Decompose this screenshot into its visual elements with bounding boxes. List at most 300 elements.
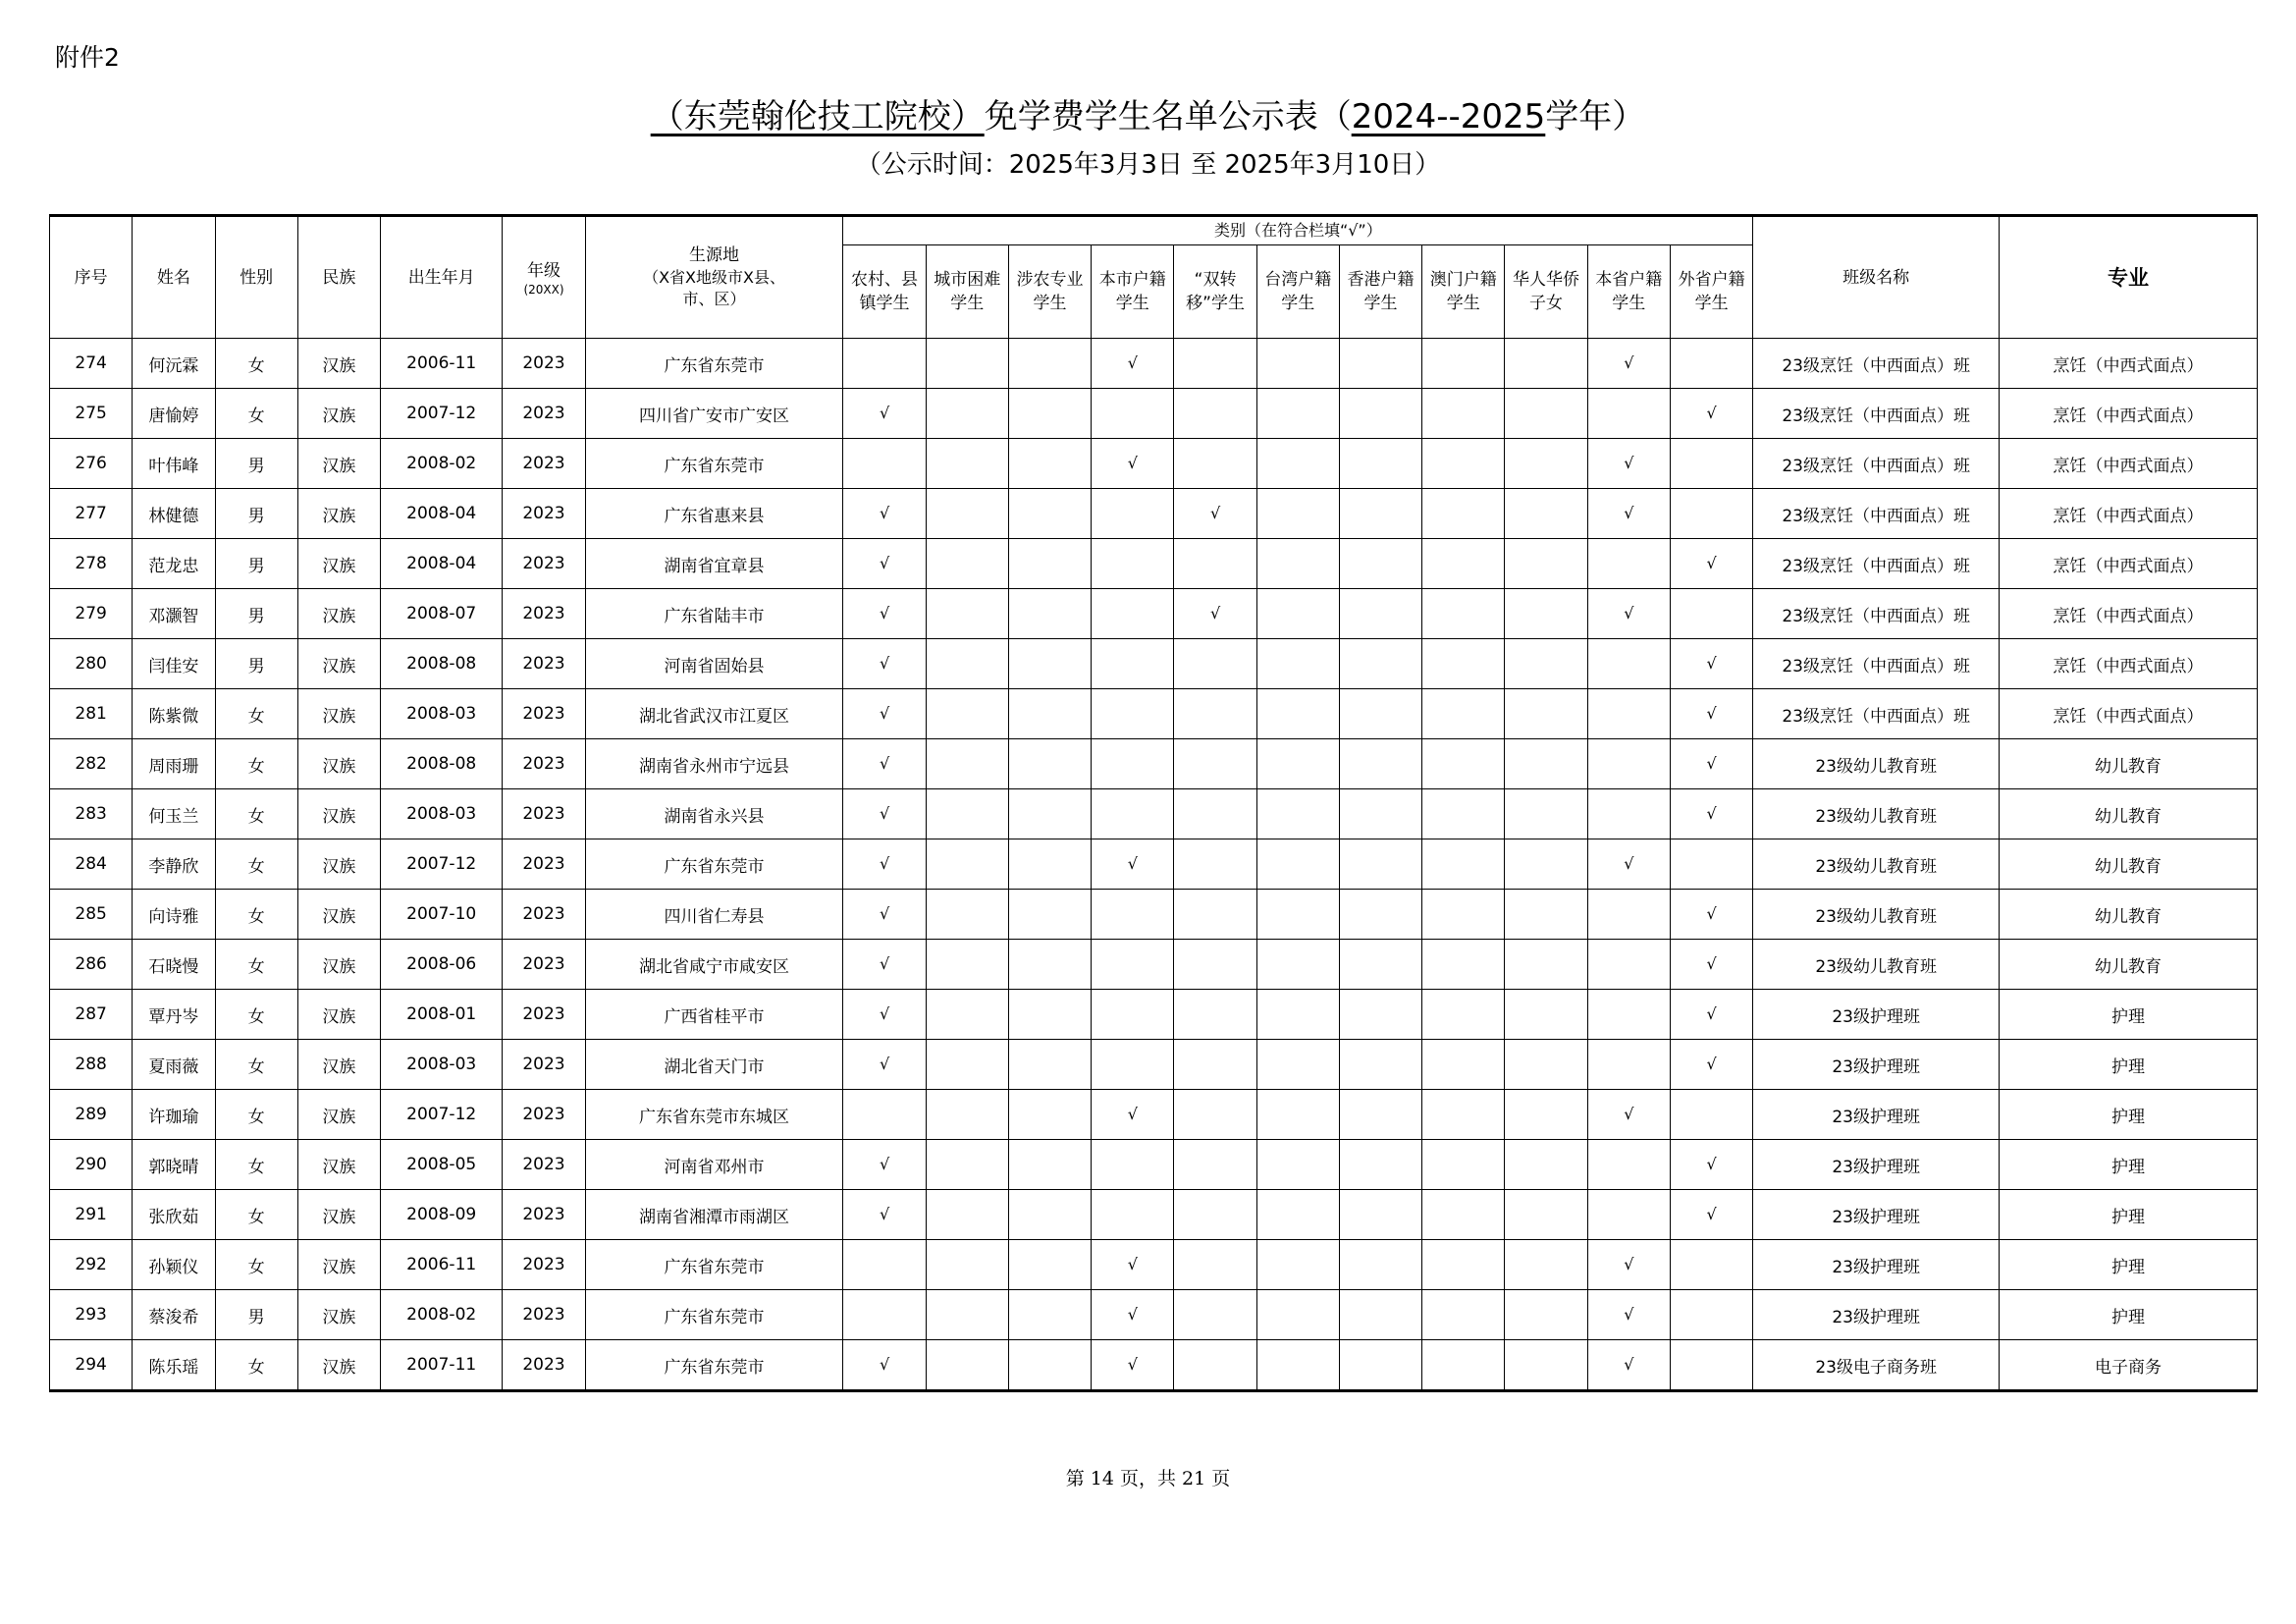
header-gender: 性别: [215, 216, 297, 339]
cell-category-8: [1505, 489, 1587, 539]
cell-category-7: [1422, 1340, 1505, 1391]
cell-category-6: [1339, 1190, 1421, 1240]
header-category-0: 农村、县镇学生: [843, 245, 926, 339]
cell-category-5: [1256, 439, 1339, 489]
cell-category-3: [1092, 1090, 1174, 1140]
table-row: [50, 1140, 2258, 1190]
cell-gender: 男: [215, 639, 297, 689]
cell-ethnicity: 汉族: [297, 389, 380, 439]
cell-birth: 2007-12: [381, 839, 503, 890]
header-category-10: 外省户籍学生: [1670, 245, 1752, 339]
cell-category-2: [1008, 389, 1091, 439]
cell-gender: 女: [215, 789, 297, 839]
cell-category-4: [1174, 389, 1256, 439]
cell-seq: 283: [50, 789, 133, 839]
table-row: [50, 439, 2258, 489]
cell-class-name: 23级烹饪（中西面点）班: [1753, 339, 2000, 389]
cell-ethnicity: 汉族: [297, 1090, 380, 1140]
cell-name: 闫佳安: [133, 639, 215, 689]
table-header: [50, 216, 2258, 339]
cell-category-8: [1505, 1190, 1587, 1240]
cell-name: 何沅霖: [133, 339, 215, 389]
check-mark: √: [1706, 554, 1717, 572]
cell-category-1: [926, 1040, 1008, 1090]
cell-category-3: [1092, 539, 1174, 589]
cell-class-name: 23级电子商务班: [1753, 1340, 2000, 1391]
cell-category-5: [1256, 789, 1339, 839]
cell-category-8: [1505, 839, 1587, 890]
cell-category-4: [1174, 489, 1256, 539]
cell-category-3: [1092, 1040, 1174, 1090]
cell-gender: 男: [215, 489, 297, 539]
table-row: [50, 639, 2258, 689]
header-seq: 序号: [50, 216, 133, 339]
cell-specialty: 烹饪（中西式面点）: [2000, 639, 2258, 689]
attachment-label: 附件2: [55, 43, 120, 72]
cell-specialty: 护理: [2000, 1190, 2258, 1240]
cell-category-4: [1174, 940, 1256, 990]
cell-ethnicity: 汉族: [297, 639, 380, 689]
cell-category-2: [1008, 789, 1091, 839]
cell-birth: 2006-11: [381, 339, 503, 389]
cell-ethnicity: 汉族: [297, 689, 380, 739]
cell-class-name: 23级烹饪（中西面点）班: [1753, 589, 2000, 639]
cell-specialty: 幼儿教育: [2000, 839, 2258, 890]
cell-birth: 2008-04: [381, 489, 503, 539]
cell-seq: 285: [50, 890, 133, 940]
cell-grade: 2023: [503, 890, 585, 940]
cell-category-9: [1587, 1340, 1670, 1391]
cell-seq: 288: [50, 1040, 133, 1090]
cell-seq: 282: [50, 739, 133, 789]
cell-grade: 2023: [503, 1090, 585, 1140]
cell-category-9: [1587, 1040, 1670, 1090]
cell-category-1: [926, 1140, 1008, 1190]
cell-grade: 2023: [503, 639, 585, 689]
cell-seq: 278: [50, 539, 133, 589]
table-row: [50, 940, 2258, 990]
cell-category-8: [1505, 789, 1587, 839]
header-category-4: “双转移”学生: [1174, 245, 1256, 339]
cell-category-5: [1256, 1340, 1339, 1391]
cell-class-name: 23级护理班: [1753, 1290, 2000, 1340]
cell-category-5: [1256, 489, 1339, 539]
cell-seq: 292: [50, 1240, 133, 1290]
check-mark: √: [879, 554, 890, 572]
cell-category-5: [1256, 1040, 1339, 1090]
cell-category-1: [926, 339, 1008, 389]
check-mark: √: [879, 1355, 890, 1374]
header-category-7: 澳门户籍学生: [1422, 245, 1505, 339]
cell-category-1: [926, 940, 1008, 990]
cell-class-name: 23级幼儿教育班: [1753, 890, 2000, 940]
cell-category-4: [1174, 890, 1256, 940]
cell-category-10: [1670, 940, 1752, 990]
cell-specialty: 护理: [2000, 990, 2258, 1040]
cell-name: 许珈瑜: [133, 1090, 215, 1140]
cell-specialty: 护理: [2000, 1040, 2258, 1090]
cell-category-7: [1422, 1190, 1505, 1240]
table-row: [50, 539, 2258, 589]
cell-category-8: [1505, 439, 1587, 489]
cell-gender: 女: [215, 990, 297, 1040]
cell-category-5: [1256, 689, 1339, 739]
cell-category-1: [926, 389, 1008, 439]
cell-category-4: [1174, 539, 1256, 589]
table-row: [50, 839, 2258, 890]
cell-name: 林健德: [133, 489, 215, 539]
header-category-8: 华人华侨子女: [1505, 245, 1587, 339]
cell-gender: 女: [215, 940, 297, 990]
check-mark: √: [1706, 1004, 1717, 1023]
cell-grade: 2023: [503, 1140, 585, 1190]
cell-class-name: 23级烹饪（中西面点）班: [1753, 639, 2000, 689]
cell-seq: 284: [50, 839, 133, 890]
cell-class-name: 23级烹饪（中西面点）班: [1753, 689, 2000, 739]
cell-gender: 女: [215, 839, 297, 890]
cell-category-10: [1670, 890, 1752, 940]
cell-category-2: [1008, 1140, 1091, 1190]
check-mark: √: [1127, 454, 1138, 472]
cell-category-5: [1256, 1240, 1339, 1290]
cell-category-1: [926, 739, 1008, 789]
cell-origin: 广东省东莞市东城区: [585, 1090, 843, 1140]
cell-gender: 女: [215, 1190, 297, 1240]
cell-category-4: [1174, 1190, 1256, 1240]
cell-origin: 四川省广安市广安区: [585, 389, 843, 439]
cell-category-2: [1008, 1240, 1091, 1290]
cell-category-8: [1505, 1340, 1587, 1391]
cell-ethnicity: 汉族: [297, 439, 380, 489]
cell-category-8: [1505, 739, 1587, 789]
cell-gender: 女: [215, 1340, 297, 1391]
cell-category-8: [1505, 890, 1587, 940]
table-row: [50, 890, 2258, 940]
cell-category-5: [1256, 1140, 1339, 1190]
cell-birth: 2007-12: [381, 1090, 503, 1140]
table-row: [50, 1190, 2258, 1240]
cell-name: 向诗雅: [133, 890, 215, 940]
cell-category-1: [926, 689, 1008, 739]
check-mark: √: [1706, 1055, 1717, 1073]
cell-category-9: [1587, 890, 1670, 940]
cell-origin: 湖南省宜章县: [585, 539, 843, 589]
cell-ethnicity: 汉族: [297, 1340, 380, 1391]
cell-category-6: [1339, 539, 1421, 589]
cell-origin: 湖南省永兴县: [585, 789, 843, 839]
cell-category-1: [926, 639, 1008, 689]
cell-category-6: [1339, 589, 1421, 639]
cell-category-1: [926, 1290, 1008, 1340]
cell-category-2: [1008, 689, 1091, 739]
cell-category-3: [1092, 739, 1174, 789]
cell-origin: 广东省东莞市: [585, 1340, 843, 1391]
cell-category-10: [1670, 689, 1752, 739]
cell-gender: 男: [215, 539, 297, 589]
cell-category-6: [1339, 940, 1421, 990]
cell-origin: 广东省东莞市: [585, 1290, 843, 1340]
cell-category-4: [1174, 439, 1256, 489]
cell-category-5: [1256, 990, 1339, 1040]
cell-gender: 女: [215, 1040, 297, 1090]
cell-category-1: [926, 990, 1008, 1040]
cell-category-10: [1670, 739, 1752, 789]
cell-category-7: [1422, 639, 1505, 689]
cell-category-2: [1008, 1340, 1091, 1391]
cell-category-3: [1092, 439, 1174, 489]
cell-ethnicity: 汉族: [297, 1040, 380, 1090]
check-mark: √: [879, 604, 890, 623]
cell-birth: 2008-04: [381, 539, 503, 589]
cell-category-0: [843, 839, 926, 890]
cell-category-2: [1008, 990, 1091, 1040]
check-mark: √: [1624, 1305, 1634, 1324]
cell-category-7: [1422, 1290, 1505, 1340]
cell-category-0: [843, 940, 926, 990]
check-mark: √: [1706, 1205, 1717, 1223]
cell-specialty: 烹饪（中西式面点）: [2000, 689, 2258, 739]
header-category-1: 城市困难学生: [926, 245, 1008, 339]
cell-category-1: [926, 1090, 1008, 1140]
check-mark: √: [879, 854, 890, 873]
cell-category-2: [1008, 589, 1091, 639]
cell-category-6: [1339, 439, 1421, 489]
cell-category-2: [1008, 639, 1091, 689]
cell-grade: 2023: [503, 489, 585, 539]
cell-category-9: [1587, 589, 1670, 639]
cell-origin: 湖北省天门市: [585, 1040, 843, 1090]
cell-category-8: [1505, 639, 1587, 689]
cell-category-9: [1587, 1090, 1670, 1140]
cell-category-10: [1670, 539, 1752, 589]
cell-seq: 287: [50, 990, 133, 1040]
cell-category-3: [1092, 1340, 1174, 1391]
cell-category-6: [1339, 1090, 1421, 1140]
check-mark: √: [879, 1205, 890, 1223]
header-origin: [585, 216, 843, 339]
cell-category-4: [1174, 839, 1256, 890]
cell-category-5: [1256, 890, 1339, 940]
check-mark: √: [1624, 1355, 1634, 1374]
cell-category-0: [843, 589, 926, 639]
cell-class-name: 23级护理班: [1753, 1190, 2000, 1240]
check-mark: √: [1624, 504, 1634, 522]
cell-specialty: 护理: [2000, 1140, 2258, 1190]
check-mark: √: [879, 654, 890, 673]
cell-category-7: [1422, 890, 1505, 940]
cell-category-6: [1339, 1140, 1421, 1190]
cell-category-6: [1339, 389, 1421, 439]
cell-birth: 2008-06: [381, 940, 503, 990]
cell-seq: 291: [50, 1190, 133, 1240]
cell-category-9: [1587, 1190, 1670, 1240]
page-title: [0, 94, 2296, 139]
cell-birth: 2006-11: [381, 1240, 503, 1290]
cell-ethnicity: 汉族: [297, 1290, 380, 1340]
cell-category-7: [1422, 339, 1505, 389]
cell-gender: 女: [215, 1240, 297, 1290]
check-mark: √: [879, 904, 890, 923]
cell-category-3: [1092, 789, 1174, 839]
cell-class-name: 23级幼儿教育班: [1753, 789, 2000, 839]
cell-birth: 2008-01: [381, 990, 503, 1040]
cell-category-7: [1422, 940, 1505, 990]
check-mark: √: [1127, 1105, 1138, 1123]
cell-category-8: [1505, 589, 1587, 639]
cell-category-10: [1670, 589, 1752, 639]
cell-category-8: [1505, 1240, 1587, 1290]
cell-specialty: 烹饪（中西式面点）: [2000, 389, 2258, 439]
cell-name: 唐愉婷: [133, 389, 215, 439]
cell-category-0: [843, 1040, 926, 1090]
cell-category-0: [843, 990, 926, 1040]
cell-class-name: 23级护理班: [1753, 1140, 2000, 1190]
table-row: [50, 1340, 2258, 1391]
header-category-5: 台湾户籍学生: [1256, 245, 1339, 339]
cell-category-7: [1422, 589, 1505, 639]
cell-specialty: 幼儿教育: [2000, 890, 2258, 940]
cell-category-9: [1587, 639, 1670, 689]
cell-origin: 河南省固始县: [585, 639, 843, 689]
cell-category-9: [1587, 389, 1670, 439]
check-mark: √: [1127, 1305, 1138, 1324]
cell-category-4: [1174, 739, 1256, 789]
cell-gender: 女: [215, 739, 297, 789]
cell-name: 陈紫微: [133, 689, 215, 739]
cell-category-0: [843, 1240, 926, 1290]
cell-name: 覃丹岑: [133, 990, 215, 1040]
check-mark: √: [1706, 904, 1717, 923]
cell-specialty: 烹饪（中西式面点）: [2000, 489, 2258, 539]
table-row: [50, 1290, 2258, 1340]
cell-category-8: [1505, 1040, 1587, 1090]
cell-category-4: [1174, 639, 1256, 689]
cell-category-3: [1092, 339, 1174, 389]
cell-category-2: [1008, 1290, 1091, 1340]
cell-category-4: [1174, 589, 1256, 639]
cell-category-9: [1587, 539, 1670, 589]
cell-grade: 2023: [503, 589, 585, 639]
header-grade: [503, 216, 585, 339]
cell-category-2: [1008, 739, 1091, 789]
cell-seq: 277: [50, 489, 133, 539]
cell-ethnicity: 汉族: [297, 489, 380, 539]
header-ethnicity: 民族: [297, 216, 380, 339]
cell-birth: 2008-03: [381, 789, 503, 839]
cell-category-10: [1670, 1240, 1752, 1290]
cell-category-10: [1670, 789, 1752, 839]
header-origin-note: （X省X地级市X县、市、区）: [643, 268, 785, 308]
cell-grade: 2023: [503, 389, 585, 439]
cell-specialty: 护理: [2000, 1090, 2258, 1140]
cell-specialty: 烹饪（中西式面点）: [2000, 439, 2258, 489]
cell-category-10: [1670, 339, 1752, 389]
check-mark: √: [1624, 1105, 1634, 1123]
cell-category-3: [1092, 1190, 1174, 1240]
cell-category-3: [1092, 589, 1174, 639]
cell-category-7: [1422, 739, 1505, 789]
cell-name: 范龙忠: [133, 539, 215, 589]
cell-seq: 293: [50, 1290, 133, 1340]
cell-origin: 广东省惠来县: [585, 489, 843, 539]
cell-category-9: [1587, 789, 1670, 839]
cell-category-1: [926, 1340, 1008, 1391]
header-origin-label: 生源地: [689, 245, 740, 265]
cell-category-9: [1587, 739, 1670, 789]
cell-name: 李静欣: [133, 839, 215, 890]
cell-category-6: [1339, 1340, 1421, 1391]
cell-category-9: [1587, 990, 1670, 1040]
cell-category-6: [1339, 890, 1421, 940]
check-mark: √: [879, 754, 890, 773]
cell-specialty: 护理: [2000, 1240, 2258, 1290]
cell-ethnicity: 汉族: [297, 990, 380, 1040]
cell-category-6: [1339, 339, 1421, 389]
table-row: [50, 990, 2258, 1040]
cell-category-9: [1587, 339, 1670, 389]
cell-category-4: [1174, 689, 1256, 739]
cell-category-0: [843, 639, 926, 689]
cell-category-10: [1670, 1290, 1752, 1340]
cell-specialty: 烹饪（中西式面点）: [2000, 539, 2258, 589]
check-mark: √: [1209, 504, 1221, 522]
cell-category-1: [926, 890, 1008, 940]
cell-category-4: [1174, 1140, 1256, 1190]
cell-category-4: [1174, 1090, 1256, 1140]
cell-class-name: 23级幼儿教育班: [1753, 940, 2000, 990]
cell-category-0: [843, 1140, 926, 1190]
cell-category-9: [1587, 689, 1670, 739]
cell-grade: 2023: [503, 439, 585, 489]
cell-category-10: [1670, 1090, 1752, 1140]
check-mark: √: [1127, 854, 1138, 873]
check-mark: √: [1624, 604, 1634, 623]
check-mark: √: [879, 804, 890, 823]
check-mark: √: [879, 1004, 890, 1023]
check-mark: √: [1706, 404, 1717, 422]
cell-class-name: 23级幼儿教育班: [1753, 739, 2000, 789]
cell-class-name: 23级烹饪（中西面点）班: [1753, 389, 2000, 439]
cell-origin: 湖南省湘潭市雨湖区: [585, 1190, 843, 1240]
cell-category-5: [1256, 1290, 1339, 1340]
check-mark: √: [1209, 604, 1221, 623]
table-row: [50, 1240, 2258, 1290]
header-category-9: 本省户籍学生: [1587, 245, 1670, 339]
check-mark: √: [1624, 1255, 1634, 1273]
table-row: [50, 389, 2258, 439]
check-mark: √: [1624, 454, 1634, 472]
cell-category-10: [1670, 839, 1752, 890]
cell-category-2: [1008, 1090, 1091, 1140]
cell-category-9: [1587, 439, 1670, 489]
table-body: [50, 339, 2258, 1391]
check-mark: √: [1706, 1155, 1717, 1173]
header-category-3: 本市户籍学生: [1092, 245, 1174, 339]
header-category: 类别（在符合栏填“√”）: [843, 216, 1753, 245]
cell-seq: 275: [50, 389, 133, 439]
cell-ethnicity: 汉族: [297, 589, 380, 639]
table-row: [50, 789, 2258, 839]
cell-gender: 女: [215, 689, 297, 739]
cell-category-3: [1092, 1290, 1174, 1340]
cell-class-name: 23级烹饪（中西面点）班: [1753, 439, 2000, 489]
cell-grade: 2023: [503, 689, 585, 739]
check-mark: √: [1127, 1255, 1138, 1273]
check-mark: √: [1127, 353, 1138, 372]
cell-category-8: [1505, 1290, 1587, 1340]
cell-grade: 2023: [503, 1190, 585, 1240]
cell-category-5: [1256, 1090, 1339, 1140]
